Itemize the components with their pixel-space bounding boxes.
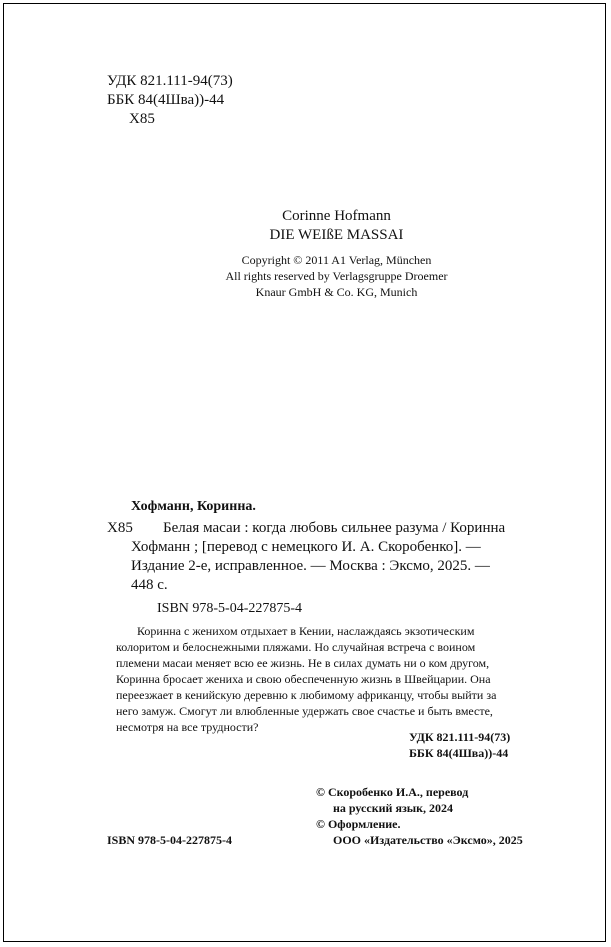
catalog-description-line-4: 448 с. (131, 577, 168, 593)
footer-copyright-line-3: © Оформление. (316, 817, 401, 831)
copyright-page (3, 3, 606, 942)
original-author: Corinne Hofmann (282, 208, 391, 224)
bbk-code: ББК 84(4Шва))-44 (107, 92, 225, 108)
catalog-isbn: ISBN 978-5-04-227875-4 (157, 601, 303, 616)
footer-copyright-line-2: на русский язык, 2024 (333, 801, 454, 815)
original-copyright-line-2: All rights reserved by Verlagsgruppe Droemer (225, 269, 448, 283)
footer-copyright-line-4: ООО «Издательство «Эксмо», 2025 (333, 833, 523, 847)
annotation-line-5: переезжает в кенийскую деревню к любимому африканцу, чтобы выйти за (116, 688, 497, 702)
annotation-line-7: несмотря на все трудности? (116, 720, 259, 734)
catalog-heading: Хофманн, Коринна. (131, 499, 256, 514)
annotation-line-4: Коринна бросает жениха и свою обеспеченную жизнь в Швейцарии. Она (116, 672, 491, 686)
footer-copyright-line-1: © Скоробенко И.А., перевод (316, 785, 469, 799)
annotation-line-6: него замуж. Смогут ли влюбленные удержать свое счастье и быть вместе, (116, 704, 493, 718)
bbk-code-bottom: ББК 84(4Шва))-44 (409, 746, 509, 760)
annotation-line-2: колоритом и белоснежными пляжами. Но случайная встреча с воином (116, 640, 476, 654)
annotation-line-1: Коринна с женихом отдыхает в Кении, наслаждаясь экзотическим (137, 624, 475, 638)
udk-code-bottom: УДК 821.111-94(73) (409, 730, 511, 744)
annotation-line-3: племени масаи меняет всю ее жизнь. Не в силах думать ни о ком другом, (116, 656, 490, 670)
catalog-mark: Х85 (107, 520, 133, 536)
catalog-description-line-1: Белая масаи : когда любовь сильнее разума / Коринна (163, 520, 506, 536)
original-copyright-line-3: Knaur GmbH & Co. KG, Munich (255, 285, 418, 299)
udk-code: УДК 821.111-94(73) (107, 73, 233, 89)
original-title: DIE WEIßE MASSAI (269, 227, 404, 243)
catalog-description-line-3: Издание 2-е, исправленное. — Москва : Эксмо, 2025. — (131, 558, 490, 574)
author-mark: Х85 (129, 111, 155, 127)
footer-isbn: ISBN 978-5-04-227875-4 (107, 833, 232, 847)
original-copyright-line-1: Copyright © 2011 A1 Verlag, München (241, 253, 432, 267)
catalog-description-line-2: Хофманн ; [перевод с немецкого И. А. Скоробенко]. — (131, 539, 481, 555)
